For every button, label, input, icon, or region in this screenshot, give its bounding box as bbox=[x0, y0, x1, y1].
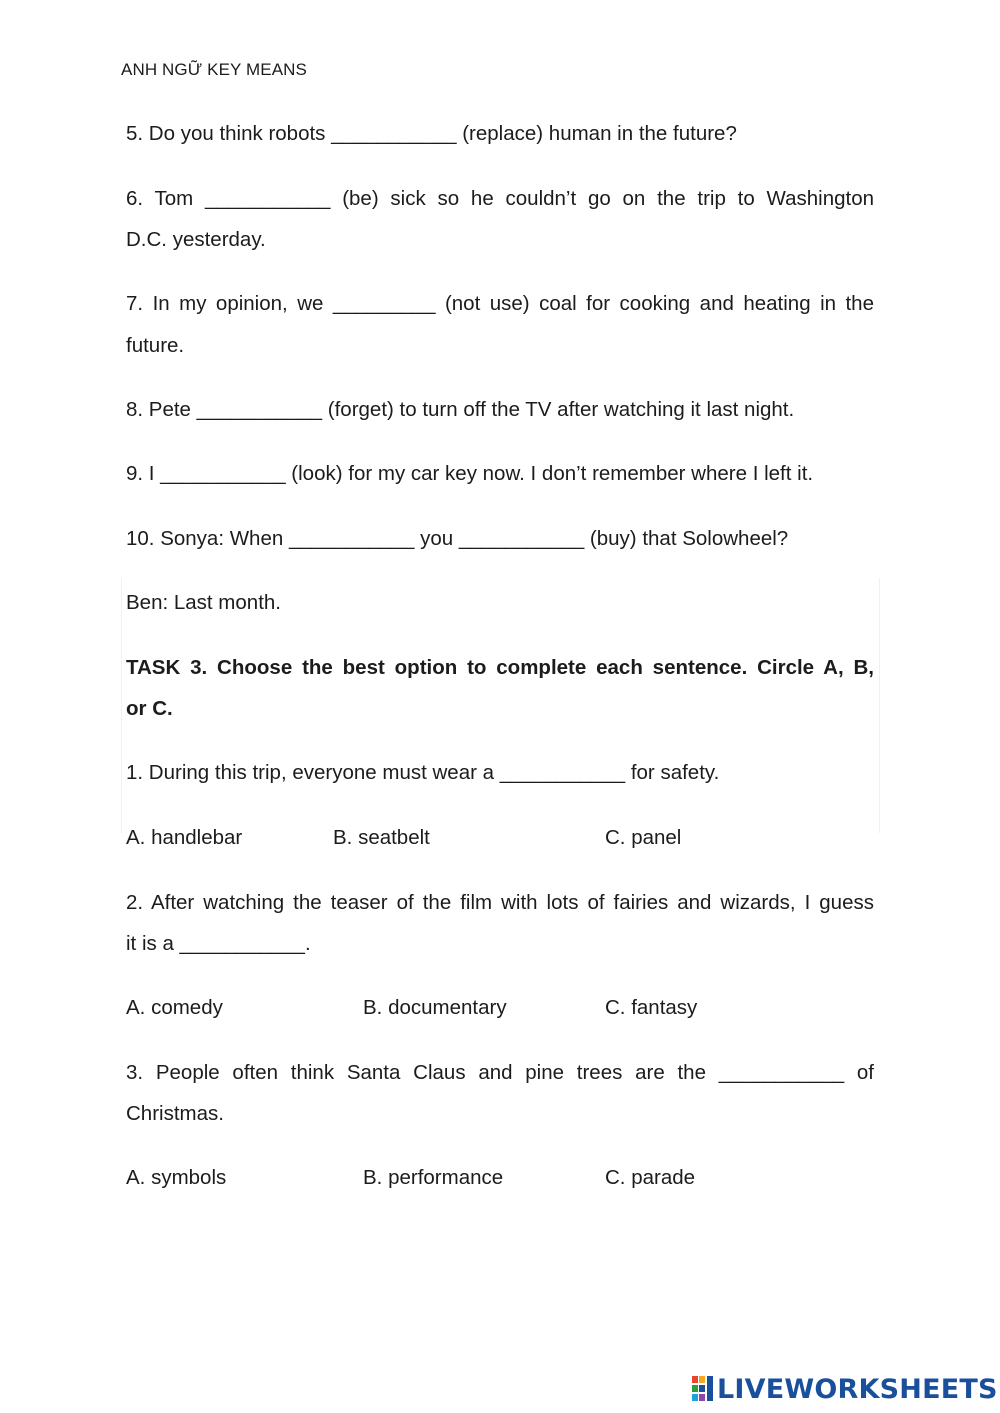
task-3-question-1: 1. During this trip, everyone must wear a ___________ for safety. bbox=[126, 761, 720, 784]
q1-option-c[interactable]: C. panel bbox=[605, 826, 682, 849]
liveworksheets-logo bbox=[692, 1373, 998, 1405]
question-9: 9. I ___________ (look) for my car key now. I don’t remember where I left it. bbox=[126, 462, 814, 485]
q2-option-c[interactable]: C. fantasy bbox=[605, 996, 698, 1019]
task-3-question-3-line-2: Christmas. bbox=[126, 1102, 224, 1125]
question-6-line-1: 6. Tom ___________ (be) sick so he couldn’t go on the trip to Washington bbox=[126, 187, 874, 210]
q1-option-b[interactable]: B. seatbelt bbox=[333, 826, 430, 849]
question-10: 10. Sonya: When ___________ you ___________ (buy) that Solowheel? bbox=[126, 527, 789, 550]
question-7-line-1: 7. In my opinion, we _________ (not use) coal for cooking and heating in the bbox=[126, 292, 874, 315]
question-6-line-2: D.C. yesterday. bbox=[126, 228, 266, 251]
q2-option-b[interactable]: B. documentary bbox=[363, 996, 507, 1019]
task-3-title-line-2: or C. bbox=[126, 697, 173, 720]
q3-option-b[interactable]: B. performance bbox=[363, 1166, 504, 1189]
liveworksheets-logo-text: LIVEWORKSHEETS bbox=[717, 1373, 998, 1405]
q1-option-a[interactable]: A. handlebar bbox=[126, 826, 243, 849]
liveworksheets-logo-icon bbox=[692, 1376, 714, 1402]
page-header: ANH NGỮ KEY MEANS bbox=[121, 60, 307, 79]
question-7-line-2: future. bbox=[126, 334, 185, 357]
task-3-question-3-line-1: 3. People often think Santa Claus and pine trees are the ___________ of bbox=[126, 1061, 874, 1084]
task-3-question-2-line-1: 2. After watching the teaser of the film with lots of fairies and wizards, I guess bbox=[126, 891, 874, 914]
task-3-title-line-1: TASK 3. Choose the best option to complete each sentence. Circle A, B, bbox=[126, 656, 874, 679]
question-5: 5. Do you think robots ___________ (replace) human in the future? bbox=[126, 122, 737, 145]
question-10-answer: Ben: Last month. bbox=[126, 591, 281, 614]
task-3-question-2-line-2: it is a ___________. bbox=[126, 932, 311, 955]
q2-option-a[interactable]: A. comedy bbox=[126, 996, 223, 1019]
q3-option-c[interactable]: C. parade bbox=[605, 1166, 696, 1189]
q3-option-a[interactable]: A. symbols bbox=[126, 1166, 227, 1189]
question-8: 8. Pete ___________ (forget) to turn off the TV after watching it last night. bbox=[126, 398, 795, 421]
